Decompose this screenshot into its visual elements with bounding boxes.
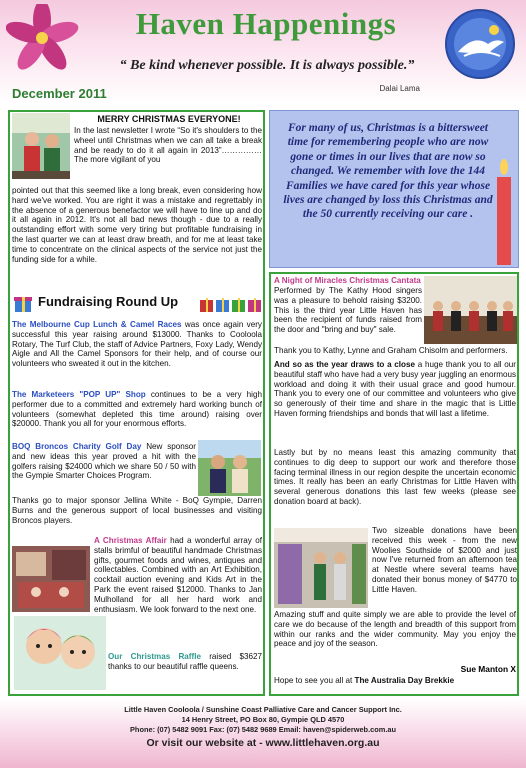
staff-thanks-text: a huge thank you to all our beautiful staff who have had a very busy year juggling an enormous workload and doing it with their usual grace and good humour. Thank you to every one of our committee and volunteers who give so generously of their time and share in the magic that is Little Haven forming friendships and bonds that will last a lifetime. [274, 360, 516, 418]
staff-thanks-title: And so as the year draws to a close [274, 360, 416, 369]
remembrance-quote: For many of us, Christmas is a bittersweet time for remembering people who are now gone or times in our lives that are now so changed. We remember with love the 144 Families we have cared for this year whose lives are changed by loss this Christmas and the 50 currently receiving our care . [283, 122, 493, 221]
melbourne-cup-text: was once again very successful this year raising around $13000. Thanks to Cooloola Rotary, The Turf Club, the staff of Advice Partners, Foxy Lady, Wendy Aigle and All the Camel Sponsors for their help, and of course our volunteers who sweated it out in the kitchen. [12, 320, 262, 369]
christmas-photo [12, 113, 70, 179]
footer-address: 14 Henry Street, PO Box 80, Gympie QLD 4570 [181, 715, 345, 724]
donation-thanks: Amazing stuff and quite simply we are able to provide the level of care we do because of the length and breadth of this support from within our ranks and the wider community. May you enjoy the peace and joy of the season. [274, 610, 516, 649]
gifts-icon [198, 292, 262, 314]
cantata-text: Performed by The Kathy Hood singers was a pleasure to behold raising $3200. This is the third year Little Haven has been the recipient of funds raised from the door and "bring and buy" sale. [274, 286, 422, 335]
gift-icon [12, 292, 34, 314]
little-haven-logo [444, 8, 516, 80]
christmas-paragraph-1: In the last newsletter I wrote “So it's shoulders to the wheel until Christmas when we can all take a break and be ready to do it all again in 2013”…………… The more vigilant of you [74, 126, 262, 165]
raffle-text: raised $3627 thanks to our beautiful raffle queens. [108, 652, 262, 671]
donation-text: Two sizeable donations have been received this week - from the new Woolies Southside of $2000 and just now I've returned from an afternoon tea at Nestle where several teams have donated their bonus money of $4770 to Little Haven. [372, 526, 517, 594]
raffle-item [108, 652, 262, 672]
boq-golf-text: New sponsor and new ideas this year proved a hit with the golfers raising $24000 which we share 50 / 50 with the Gympie Smarter Choices Program. [12, 442, 196, 481]
brekkie-prefix: Hope to see you all at [274, 676, 355, 685]
header-motto: “ Be kind whenever possible. It is always possible.” [119, 58, 415, 73]
boq-golf-item [12, 442, 196, 481]
footer-contact: Phone: (07) 5482 9091 Fax: (07) 5482 9689 Email: haven@spiderweb.com.au [130, 725, 396, 734]
christmas-heading: MERRY CHRISTMAS EVERYONE! [97, 114, 241, 124]
fundraising-heading-row [12, 292, 262, 314]
christmas-paragraph-2: pointed out that this seemed like a long break, even considering how hard we've worked. You are right it was a mistake and regrettably in the absence of a generous benefactor we will have to line up and do it all again in 2012. It's not all bad news though - due to a really outstanding effort with some very tiring but profitable fundraising in the last quarter we can at least draw breath, and for me at least take time to concentrate on the clinical aspects of the service not just the funding side for a while. [12, 186, 262, 264]
brekkie-event: The Australia Day Brekkie [354, 676, 455, 685]
motto-attribution: Dalai Lama [379, 84, 420, 93]
donation-photo [274, 528, 368, 608]
fundraising-heading: Fundraising Round Up [38, 294, 179, 309]
christmas-affair-item [94, 536, 262, 614]
signature: Sue Manton X [460, 664, 516, 674]
christmas-affair-photo [12, 546, 90, 612]
community-thanks: Lastly but by no means least this amazing community that continues to dig deep to support our work and therefore those facing terminal illness in our region despite the uncertain economic times. It really has been an early Christmas for Little Haven with several generous donations this last few weeks (please see donation board at back). [274, 448, 516, 506]
raffle-title: Our Christmas Raffle [108, 652, 201, 661]
marketeers-title: The Marketeers "POP UP" Shop [12, 390, 146, 399]
christmas-affair-text: had a wonderful array of stalls brimful of beautiful handmade Christmas gifts, gourmet foods and wines, antiques and collectables. Combined with an Art Exhibition, cocktail auction evening and Kids Art in the Park the event raised $12000. Thanks to Jan Mulholland for all her hard work and enthusiasm. We look forward to the next one. [94, 536, 262, 614]
footer-website: Or visit our website at - www.littlehaven.org.au [146, 737, 380, 749]
flower-icon [6, 4, 84, 72]
christmas-affair-title: A Christmas Affair [94, 536, 167, 545]
candle-icon [490, 157, 518, 267]
staff-thanks-item [274, 360, 516, 419]
issue-month: December 2011 [12, 86, 107, 101]
cantata-title: A Night of Miracles Christmas Cantata [274, 276, 421, 285]
marketeers-item [12, 390, 262, 429]
cantata-photo [424, 276, 517, 344]
cantata-thanks: Thank you to Kathy, Lynne and Graham Chisolm and performers. [274, 346, 508, 355]
boq-golf-title: BOQ Broncos Charity Golf Day [12, 442, 142, 451]
raffle-queens-photo [14, 616, 106, 690]
melbourne-cup-title: The Melbourne Cup Lunch & Camel Races [12, 320, 182, 329]
marketeers-text: continues to be a very high performer due to a committed and extremely hard working bunch of volunteers (somewhat depleted this time around) raising over $20000. Thank you all for your enormous efforts. [12, 390, 262, 429]
brekkie-note [274, 676, 516, 685]
remembrance-quote-box [269, 110, 519, 268]
newsletter-title: Haven Happenings [135, 6, 397, 41]
golf-day-photo [198, 440, 261, 496]
footer-organisation: Little Haven Cooloola / Sunshine Coast Palliative Care and Cancer Support Inc. [124, 705, 402, 714]
melbourne-cup-item [12, 320, 262, 369]
boq-golf-thanks: Thanks go to major sponsor Jellina White - BoQ Gympie, Darren Burns and the generous support of local businesses and visiting Broncos players. [12, 496, 262, 525]
